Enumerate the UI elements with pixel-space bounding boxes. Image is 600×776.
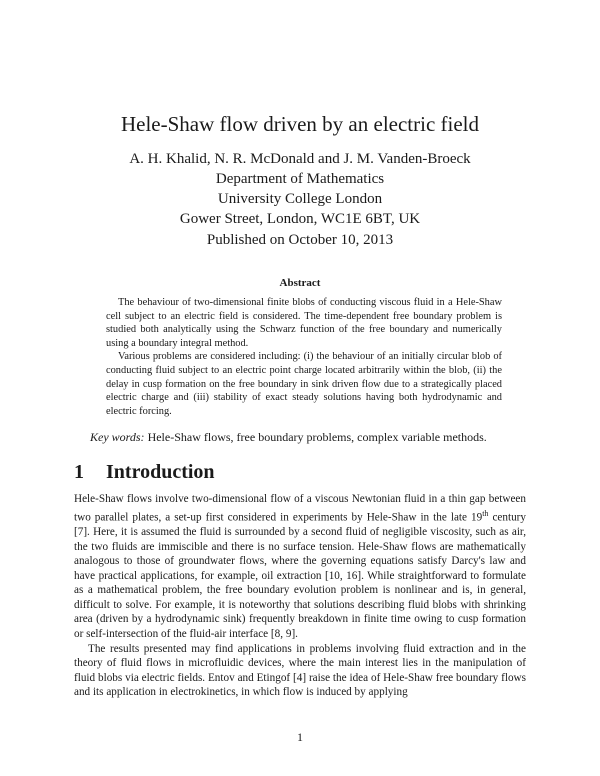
- author-address: Gower Street, London, WC1E 6BT, UK: [179, 211, 421, 227]
- body-paragraph-1-part-b: century [7]. Here, it is assumed the fluid is surrounded by a second fluid of negligible viscosity, such as air, the two fluids are immiscible and there is no surface tension. Hele-Shaw flows are mathematically analogous to those of groundwater flows, where the governing equations satisfy Darcy's law and have practical applications, for example, oil extraction [10, 16]. While straightforward to formulate as a mathematical problem, the free boundary evolution problem is nonlinear and is, in general, difficult to solve. For example, it is noteworthy that solutions describing fluid blobs with shrinking area (driven by a hydrodynamic sink) frequently breakdown in finite time owing to cusp formation or self-intersection of the fluid-air interface [8, 9].: [74, 511, 526, 641]
- author-department: Department of Mathematics: [215, 171, 385, 187]
- section-heading: [74, 461, 215, 484]
- body-paragraph-2: The results presented may find applications in problems involving fluid extraction and in the theory of fluid flows in microfluidic devices, where the main interest lies in the manipulation of fluid blobs via electric fields. Entov and Etingof [4] raise the idea of Hele-Shaw free boundary flows and its application in electrokinetics, in which flow is induced by applying: [74, 642, 526, 699]
- body-paragraph-1-part-a: Hele-Shaw flows involve two-dimensional flow of a viscous Newtonian fluid in a thin gap between two parallel plates, a set-up first considered in experiments by Hele-Shaw in the late 19: [74, 493, 526, 524]
- author-block: [0, 149, 600, 229]
- keywords-line: [90, 430, 530, 445]
- keywords-label: Key words:: [90, 430, 145, 444]
- superscript-th: th: [482, 508, 489, 518]
- body-paragraph-1: [74, 492, 526, 642]
- abstract-paragraph-2: Various problems are considered including: (i) the behaviour of an initially circular blob of conducting fluid subject to an electric point charge located arbitrarily within the blob, (ii) the delay in cusp formation on the free boundary in sink driven flow due to a strategically placed electric charge and (iii) stability of exact steady solutions having both hydrodynamic and electric forcing.: [106, 351, 502, 417]
- abstract-heading: Abstract: [279, 277, 321, 289]
- section-number: 1: [74, 461, 84, 483]
- abstract-paragraph-1: The behaviour of two-dimensional finite blobs of conducting viscous fluid in a Hele-Shaw cell subject to an electric field is considered. The time-dependent free boundary problem is studied both analytically using the Schwarz function of the free boundary and numerically using a boundary integral method.: [106, 297, 502, 349]
- keywords-text: Hele-Shaw flows, free boundary problems, complex variable methods.: [147, 430, 487, 444]
- abstract-body: [106, 296, 502, 418]
- paper-title: Hele-Shaw flow driven by an electric field: [120, 112, 480, 136]
- author-names: A. H. Khalid, N. R. McDonald and J. M. Vanden-Broeck: [129, 151, 471, 167]
- publication-date: Published on October 10, 2013: [206, 232, 394, 248]
- page-number: 1: [297, 730, 303, 744]
- author-university: University College London: [217, 191, 383, 207]
- body-text: [74, 492, 526, 700]
- section-title: Introduction: [106, 461, 215, 483]
